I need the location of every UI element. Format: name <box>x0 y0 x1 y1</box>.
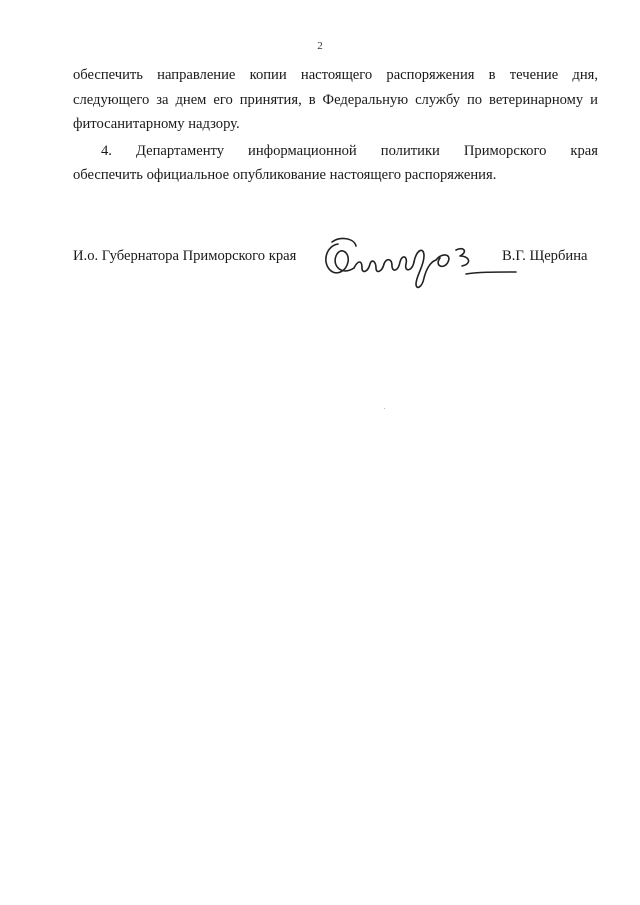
signatory-role: И.о. Губернатора Приморского края <box>73 248 297 264</box>
body-line-3: фитосанитарному надзору. <box>73 116 240 132</box>
body-line-1: обеспечить направление копии настоящего распоряжения в течение дня, <box>73 67 598 83</box>
body-line-5: обеспечить официальное опубликование настоящего распоряжения. <box>73 167 497 183</box>
signatory-name: В.Г. Щербина <box>502 248 588 264</box>
body-line-2: следующего за днем его принятия, в Федеральную службу по ветеринарному и <box>73 92 598 108</box>
page-number: 2 <box>317 40 323 52</box>
handwritten-signature <box>318 232 518 292</box>
scan-speck <box>384 408 385 409</box>
body-line-4: 4. Департаменту информационной политики Приморского края <box>101 143 598 159</box>
